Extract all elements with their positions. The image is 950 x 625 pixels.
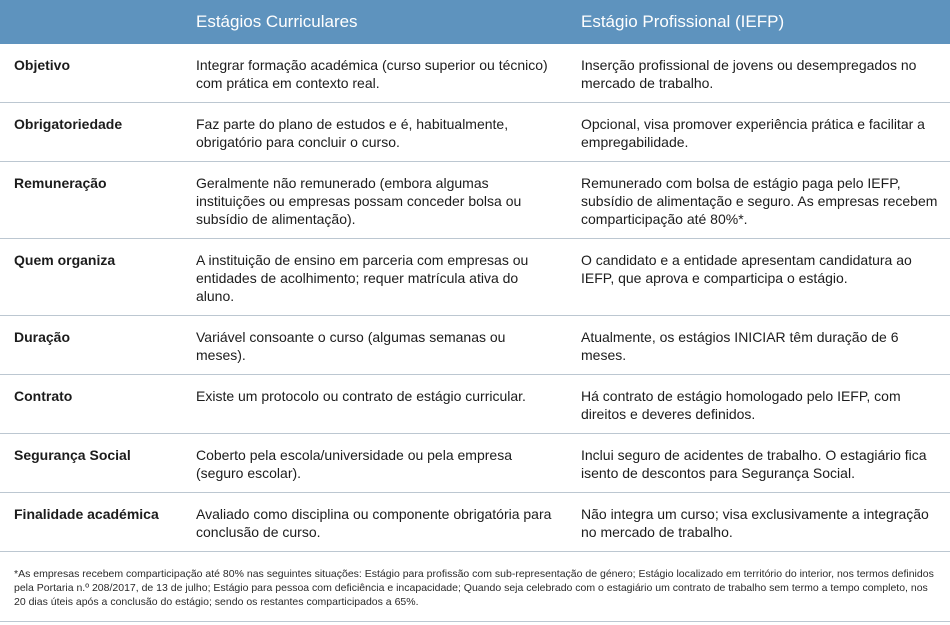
table-row — [0, 375, 950, 434]
table-row — [0, 44, 950, 103]
header-estagios-curriculares: Estágios Curriculares — [196, 0, 581, 44]
table-row — [0, 103, 950, 162]
cell-profissional: Inserção profissional de jovens ou desempregados no mercado de trabalho. — [581, 44, 950, 103]
cell-curricular: Integrar formação académica (curso superior ou técnico) com prática em contexto real. — [196, 44, 581, 103]
cell-curricular: A instituição de ensino em parceria com empresas ou entidades de acolhimento; requer matrícula ativa do aluno. — [196, 239, 581, 316]
cell-profissional: Inclui seguro de acidentes de trabalho. O estagiário fica isento de descontos para Segurança Social. — [581, 434, 950, 493]
cell-curricular: Existe um protocolo ou contrato de estágio curricular. — [196, 375, 581, 434]
row-label: Segurança Social — [0, 434, 196, 493]
row-label: Finalidade académica — [0, 493, 196, 552]
bottom-divider — [0, 621, 950, 622]
row-label: Quem organiza — [0, 239, 196, 316]
table-row — [0, 239, 950, 316]
table-row — [0, 162, 950, 239]
table-body — [0, 44, 950, 552]
cell-profissional: O candidato e a entidade apresentam candidatura ao IEFP, que aprova e comparticipa o estágio. — [581, 239, 950, 316]
table-row — [0, 316, 950, 375]
cell-profissional: Opcional, visa promover experiência prática e facilitar a empregabilidade. — [581, 103, 950, 162]
table-row — [0, 493, 950, 552]
cell-curricular: Avaliado como disciplina ou componente obrigatória para conclusão de curso. — [196, 493, 581, 552]
cell-curricular: Coberto pela escola/universidade ou pela empresa (seguro escolar). — [196, 434, 581, 493]
row-label: Duração — [0, 316, 196, 375]
header-estagio-profissional: Estágio Profissional (IEFP) — [581, 0, 950, 44]
row-label: Objetivo — [0, 44, 196, 103]
footnote: *As empresas recebem comparticipação até 80% nas seguintes situações: Estágio para profissão com sub-representação de género; Estágio localizado em território do interior, nos termos definidos pela Portaria n.º 208/2017, de 13 de julho; Estágio para pessoa com deficiência e incapacidade; Quando seja celebrado com o estagiário um contrato de trabalho sem termo a tempo completo, nos 20 dias úteis após a conclusão do estágio; sendo os restantes comparticipados a 65%. — [14, 568, 934, 608]
row-label: Contrato — [0, 375, 196, 434]
header-empty-cell — [0, 0, 196, 44]
cell-curricular: Faz parte do plano de estudos e é, habitualmente, obrigatório para concluir o curso. — [196, 103, 581, 162]
cell-profissional: Remunerado com bolsa de estágio paga pelo IEFP, subsídio de alimentação e seguro. As empresas recebem comparticipação até 80%*. — [581, 162, 950, 239]
row-label: Obrigatoriedade — [0, 103, 196, 162]
cell-profissional: Atualmente, os estágios INICIAR têm duração de 6 meses. — [581, 316, 950, 375]
cell-profissional: Não integra um curso; visa exclusivamente a integração no mercado de trabalho. — [581, 493, 950, 552]
cell-curricular: Variável consoante o curso (algumas semanas ou meses). — [196, 316, 581, 375]
row-label: Remuneração — [0, 162, 196, 239]
cell-curricular: Geralmente não remunerado (embora algumas instituições ou empresas possam conceder bolsa ou subsídio de alimentação). — [196, 162, 581, 239]
cell-profissional: Há contrato de estágio homologado pelo IEFP, com direitos e deveres definidos. — [581, 375, 950, 434]
table-row — [0, 434, 950, 493]
table-header — [0, 0, 950, 44]
